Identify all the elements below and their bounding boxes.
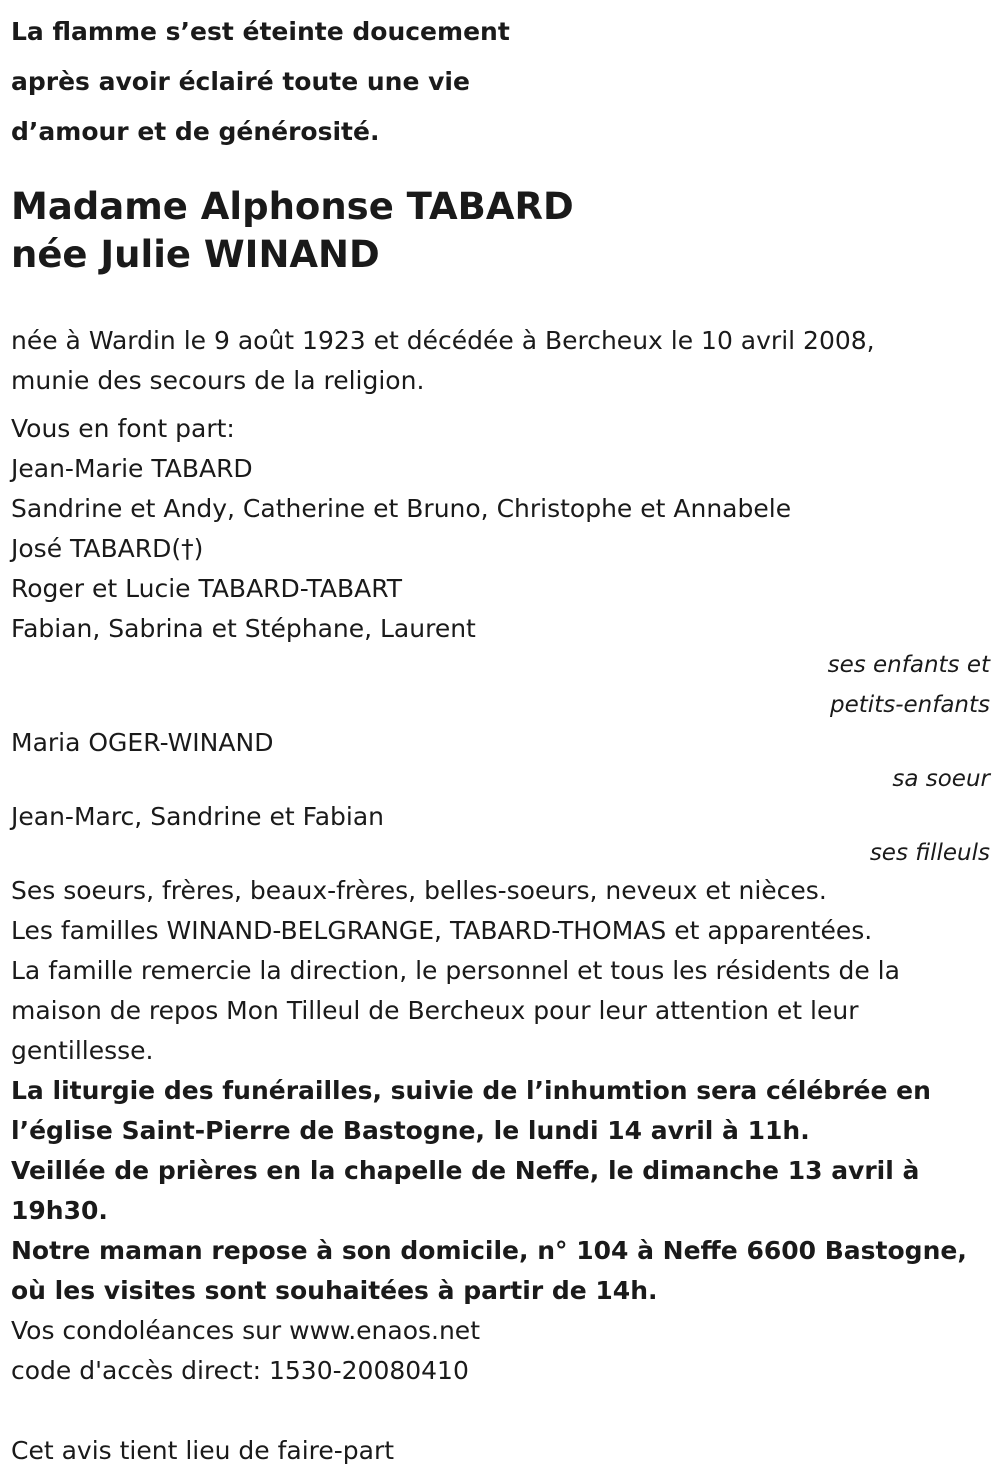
intro-verse: [11, 7, 510, 157]
thanks-line-1: La famille remercie la direction, le personnel et tous les résidents de la: [11, 956, 900, 985]
rest-line-2: où les visites sont souhaitées à partir de 14h.: [11, 1276, 658, 1305]
obituary-body: [11, 321, 990, 1471]
intro-line-2: après avoir éclairé toute une vie: [11, 67, 470, 96]
intro-line-1: La flamme s’est éteinte doucement: [11, 17, 510, 46]
family-line: Sandrine et Andy, Catherine et Bruno, Christophe et Annabele: [11, 494, 792, 523]
godchildren-relation: ses filleuls: [869, 840, 990, 866]
footer-notice: Cet avis tient lieu de faire-part: [11, 1436, 395, 1465]
families-line: Les familles WINAND-BELGRANGE, TABARD-THOMAS et apparentées.: [11, 916, 873, 945]
family-line: José TABARD(†): [11, 534, 204, 563]
announcers-heading: Vous en font part:: [11, 414, 235, 443]
family-line: Roger et Lucie TABARD-TABART: [11, 574, 403, 603]
deceased-maiden-name: née Julie WINAND: [11, 233, 380, 276]
family-line: Jean-Marie TABARD: [11, 454, 253, 483]
vigil-line-1: Veillée de prières en la chapelle de Neffe, le dimanche 13 avril à: [11, 1156, 920, 1185]
children-relation-line-2: petits-enfants: [830, 692, 990, 718]
religion-details: munie des secours de la religion.: [11, 366, 425, 395]
family-line: Fabian, Sabrina et Stéphane, Laurent: [11, 614, 476, 643]
funeral-line-2: l’église Saint-Pierre de Bastogne, le lundi 14 avril à 11h.: [11, 1116, 810, 1145]
godchildren-names: Jean-Marc, Sandrine et Fabian: [11, 802, 385, 831]
children-relation: [11, 645, 990, 725]
thanks-line-2: maison de repos Mon Tilleul de Bercheux pour leur attention et leur: [11, 996, 859, 1025]
deceased-married-name: Madame Alphonse TABARD: [11, 185, 574, 228]
funeral-line-1: La liturgie des funérailles, suivie de l’inhumtion sera célébrée en: [11, 1076, 931, 1105]
condolences-line: Vos condoléances sur www.enaos.net: [11, 1316, 480, 1345]
deceased-name-block: [11, 183, 574, 279]
sister-relation: sa soeur: [892, 766, 990, 792]
siblings-line: Ses soeurs, frères, beaux-frères, belles-soeurs, neveux et nièces.: [11, 876, 827, 905]
thanks-line-3: gentillesse.: [11, 1036, 154, 1065]
intro-line-3: d’amour et de générosité.: [11, 117, 380, 146]
rest-line-1: Notre maman repose à son domicile, n° 104 à Neffe 6600 Bastogne,: [11, 1236, 967, 1265]
vigil-line-2: 19h30.: [11, 1196, 108, 1225]
children-relation-line-1: ses enfants et: [827, 652, 990, 678]
birth-death-details: née à Wardin le 9 août 1923 et décédée à Bercheux le 10 avril 2008,: [11, 326, 875, 355]
access-code-line: code d'accès direct: 1530-20080410: [11, 1356, 469, 1385]
sister-name: Maria OGER-WINAND: [11, 728, 274, 757]
